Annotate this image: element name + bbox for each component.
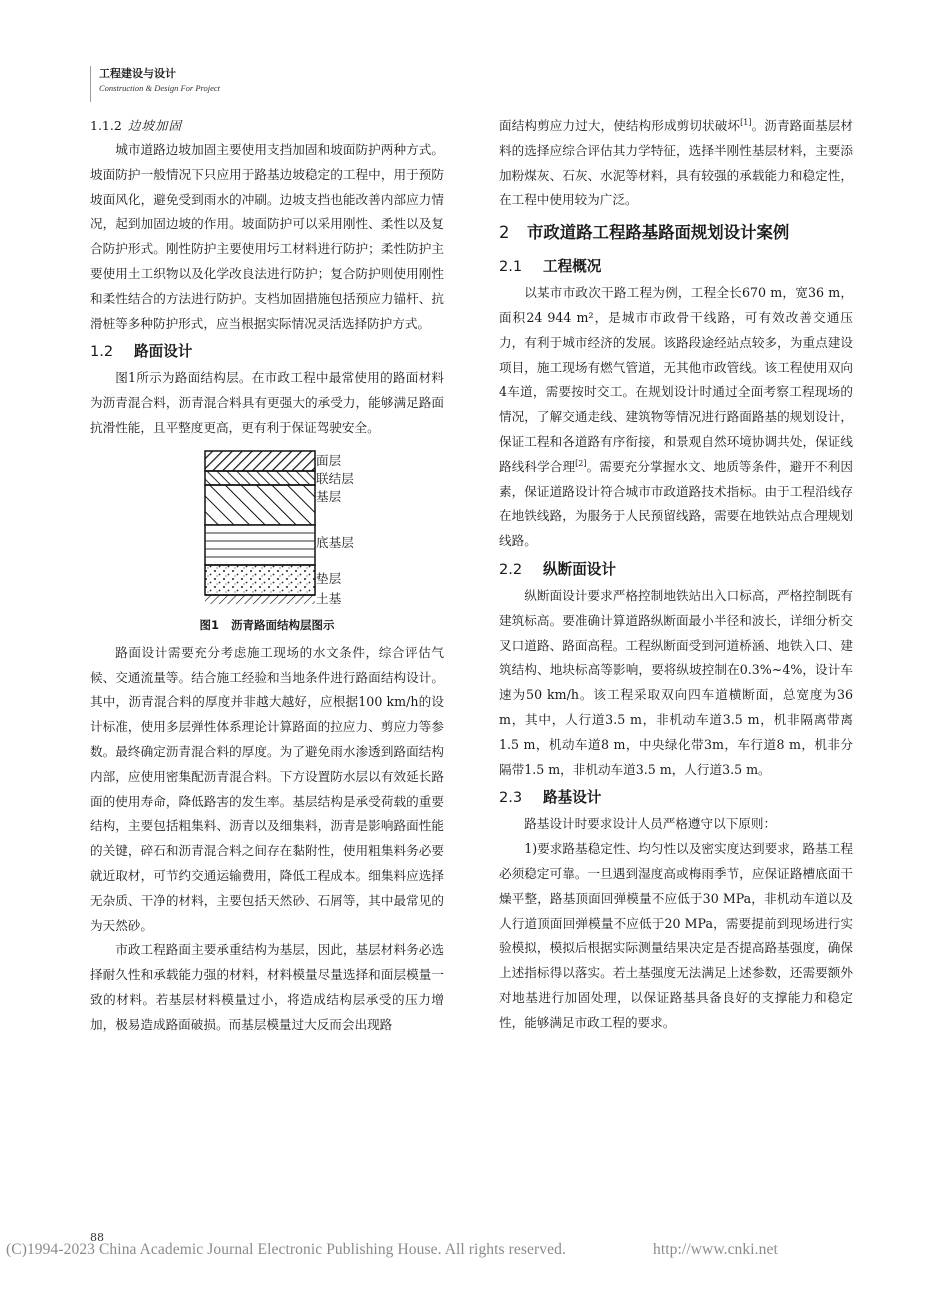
page-number: 88 (90, 1231, 104, 1244)
layer-binder (205, 471, 315, 485)
figure-number: 图1 (199, 617, 219, 632)
section-number: 2.2 (499, 560, 523, 578)
section-title: 纵断面设计 (543, 560, 616, 578)
label-binder-layer: 联结层 (316, 470, 354, 486)
figure-caption (90, 615, 444, 635)
label-base-layer: 基层 (316, 488, 342, 504)
section-title: 市政道路工程路基路面规划设计案例 (527, 223, 790, 243)
layer-subbase (205, 525, 315, 565)
cnki-link[interactable]: http://www.cnki.net (653, 1241, 778, 1258)
layer-surface (205, 451, 315, 471)
paragraph-base-layer: 市政工程路面主要承重结构为基层，因此，基层材料务必选择耐久性和承载能力强的材料，材料模量尽量选择和面层模量一致的材料。若基层材料模量过小，将造成结构层承受的压力增加，极易造成路面破损。而基层模量过大反而会出现路 (90, 942, 444, 1032)
section-number: 2.1 (499, 258, 523, 276)
label-cushion-layer: 垫层 (316, 570, 342, 586)
section-2-1-heading (499, 255, 853, 279)
pavement-layer-diagram (204, 449, 316, 613)
layer-cushion (205, 565, 315, 595)
reference-2: [2] (575, 458, 587, 468)
text-fragment: 。需要充分掌握水文、地质等条件，避开不利因素，保证道路设计符合城市市政道路技术指标。由于工程沿线存在地铁线路，为服务于人民预留线路，需要在地铁站点合理规划线路。 (499, 458, 854, 549)
journal-title-cn: 工程建设与设计 (99, 67, 176, 80)
section-2-heading (499, 221, 853, 245)
section-title: 路基设计 (543, 789, 602, 807)
section-title: 边坡加固 (128, 118, 183, 133)
section-title: 工程概况 (543, 258, 602, 276)
reference-1: [1] (740, 117, 752, 127)
section-number: 2.3 (499, 789, 523, 807)
text-fragment: 。沥青路面基层材料的选择应综合评估其力学特征，选择半刚性基层材料，主要添加粉煤灰、石灰、水泥等材料，具有较强的承载能力和稳定性，在工程中使用较为广泛。 (499, 118, 854, 208)
section-number: 2 (499, 223, 510, 243)
section-number: 1.2 (90, 343, 114, 361)
paragraph-continuation (499, 114, 853, 213)
paragraph-longitudinal-design: 纵断面设计要求严格控制地铁站出入口标高，严格控制既有建筑标高。要准确计算道路纵断面最小半径和波长，详细分析交叉口道路、路面高程。工程纵断面受到河道桥涵、地铁入口、建筑结构、地块标高等影响，要将纵坡控制在0.3%~4%，设计车速为50 km/h。该工程采取双向四车道横断面，总宽度为36 m，其中，人行道3.5 m，非机动车道3.5 m，机非隔离带离1.5 m，机动车道8 m，中央绿化带3m，车行道8 m，机非分隔带1.5 m，非机动车道3.5 m，人行道3.5 m。 (499, 587, 853, 777)
paragraph-pavement-design: 路面设计需要充分考虑施工现场的水文条件，综合评估气候、交通流量等。结合施工经验和当地条件进行路面结构设计。其中，沥青混合料的厚度并非越大越好，应根据100 km/h的设计标准，使用多层弹性体系理论计算路面的拉应力、剪应力等参数。最终确定沥青混合料的厚度。为了避免雨水渗透到路面结构内部，应使用密集配沥青混合料。下方设置防水层以有效延长路面的使用寿命，降低路害的发生率。基层结构是承受荷载的重要结构，主要包括粗集料、沥青以及细集料，沥青是影响路面性能的关键，碎石和沥青混合料之间存在黏附性，使用粗集料务必要就近取材，可节约交通运输费用，降低工程成本。细集料应选择无杂质、干净的材料，主要包括天然砂、石屑等，其中最常见的为天然砂。 (90, 644, 444, 933)
right-column (499, 114, 853, 1036)
paragraph-project-overview (499, 281, 853, 554)
figure-pavement-layers (90, 449, 444, 635)
text-fragment: 面结构剪应力过大，使结构形成剪切状破坏 (499, 118, 741, 133)
section-2-2-heading (499, 558, 853, 582)
section-title: 路面设计 (134, 343, 193, 361)
section-1-1-2-heading (90, 114, 444, 138)
section-1-2-heading (90, 340, 444, 364)
figure-caption-text: 沥青路面结构层图示 (231, 617, 335, 632)
left-column (90, 114, 444, 1038)
journal-header (90, 66, 220, 102)
label-surface-layer: 面层 (316, 452, 342, 468)
section-2-3-heading (499, 786, 853, 810)
label-subbase-layer: 底基层 (316, 534, 354, 550)
text-fragment: 以某市市政次干路工程为例，工程全长670 m，宽36 m，面积24 944 m²，是城市市政骨干线路，可有效改善交通压力，有利于城市经济的发展。该路段途经站点较多，为重点建设项目，施工现场有燃气管道，无其他市政管线。该工程使用双向4车道，需要按时交工。在规划设计时通过全面考察工程现场的情况，了解交通走线、建筑物等情况进行路面路基的规划设计，保证工程和各道路有序衔接，和景观自然环境协调共处，保证线路线科学合理 (499, 285, 853, 474)
paragraph-pavement-intro: 图1所示为路面结构层。在市政工程中最常使用的路面材料为沥青混合料，沥青混合料具有更强大的承受力，能够满足路面抗滑性能，且平整度更高，更有利于保证驾驶安全。 (90, 370, 444, 435)
layer-subgrade (205, 595, 315, 604)
paragraph-subgrade-principles: 路基设计时要求设计人员严格遵守以下原则： (524, 816, 777, 832)
section-number: 1.1.2 (90, 118, 122, 133)
copyright-text: (C)1994-2023 China Academic Journal Electronic Publishing House. All rights reserved. (6, 1241, 566, 1258)
journal-title-en: Construction & Design For Project (99, 83, 221, 93)
paragraph-subgrade-rule-1: 1)要求路基稳定性、均匀性以及密实度达到要求，路基工程必须稳定可靠。一旦遇到湿度高或梅雨季节，应保证路槽底面干燥平整，路基顶面回弹模量不应低于30 MPa，非机动车道以及人行道顶面回弹模量不应低于20 MPa，需要提前到现场进行实验模拟，模拟后根据实际测量结果决定是否提高路基强度，确保上述指标得以落实。若土基强度无法满足上述参数，还需要额外对地基进行加固处理，以保证路基具备良好的支撑能力和稳定性，能够满足市政工程的要求。 (499, 841, 853, 1030)
paragraph-slope-reinforcement: 城市道路边坡加固主要使用支挡加固和坡面防护两种方式。坡面防护一般情况下只应用于路基边坡稳定的工程中，用于预防坡面风化，避免受到雨水的冲刷。边坡支挡也能改善内部应力情况，起到加固边坡的作用。坡面防护可以采用刚性、柔性以及复合防护形式。刚性防护主要使用圬工材料进行防护；柔性防护主要使用土工织物以及化学改良法进行防护；复合防护则使用刚性和柔性结合的方法进行防护。支档加固措施包括预应力锚杆、抗滑桩等多种防护形式，应当根据实际情况灵活选择防护方式。 (90, 142, 444, 331)
label-subgrade: 土基 (316, 590, 342, 606)
layer-base (205, 485, 315, 525)
